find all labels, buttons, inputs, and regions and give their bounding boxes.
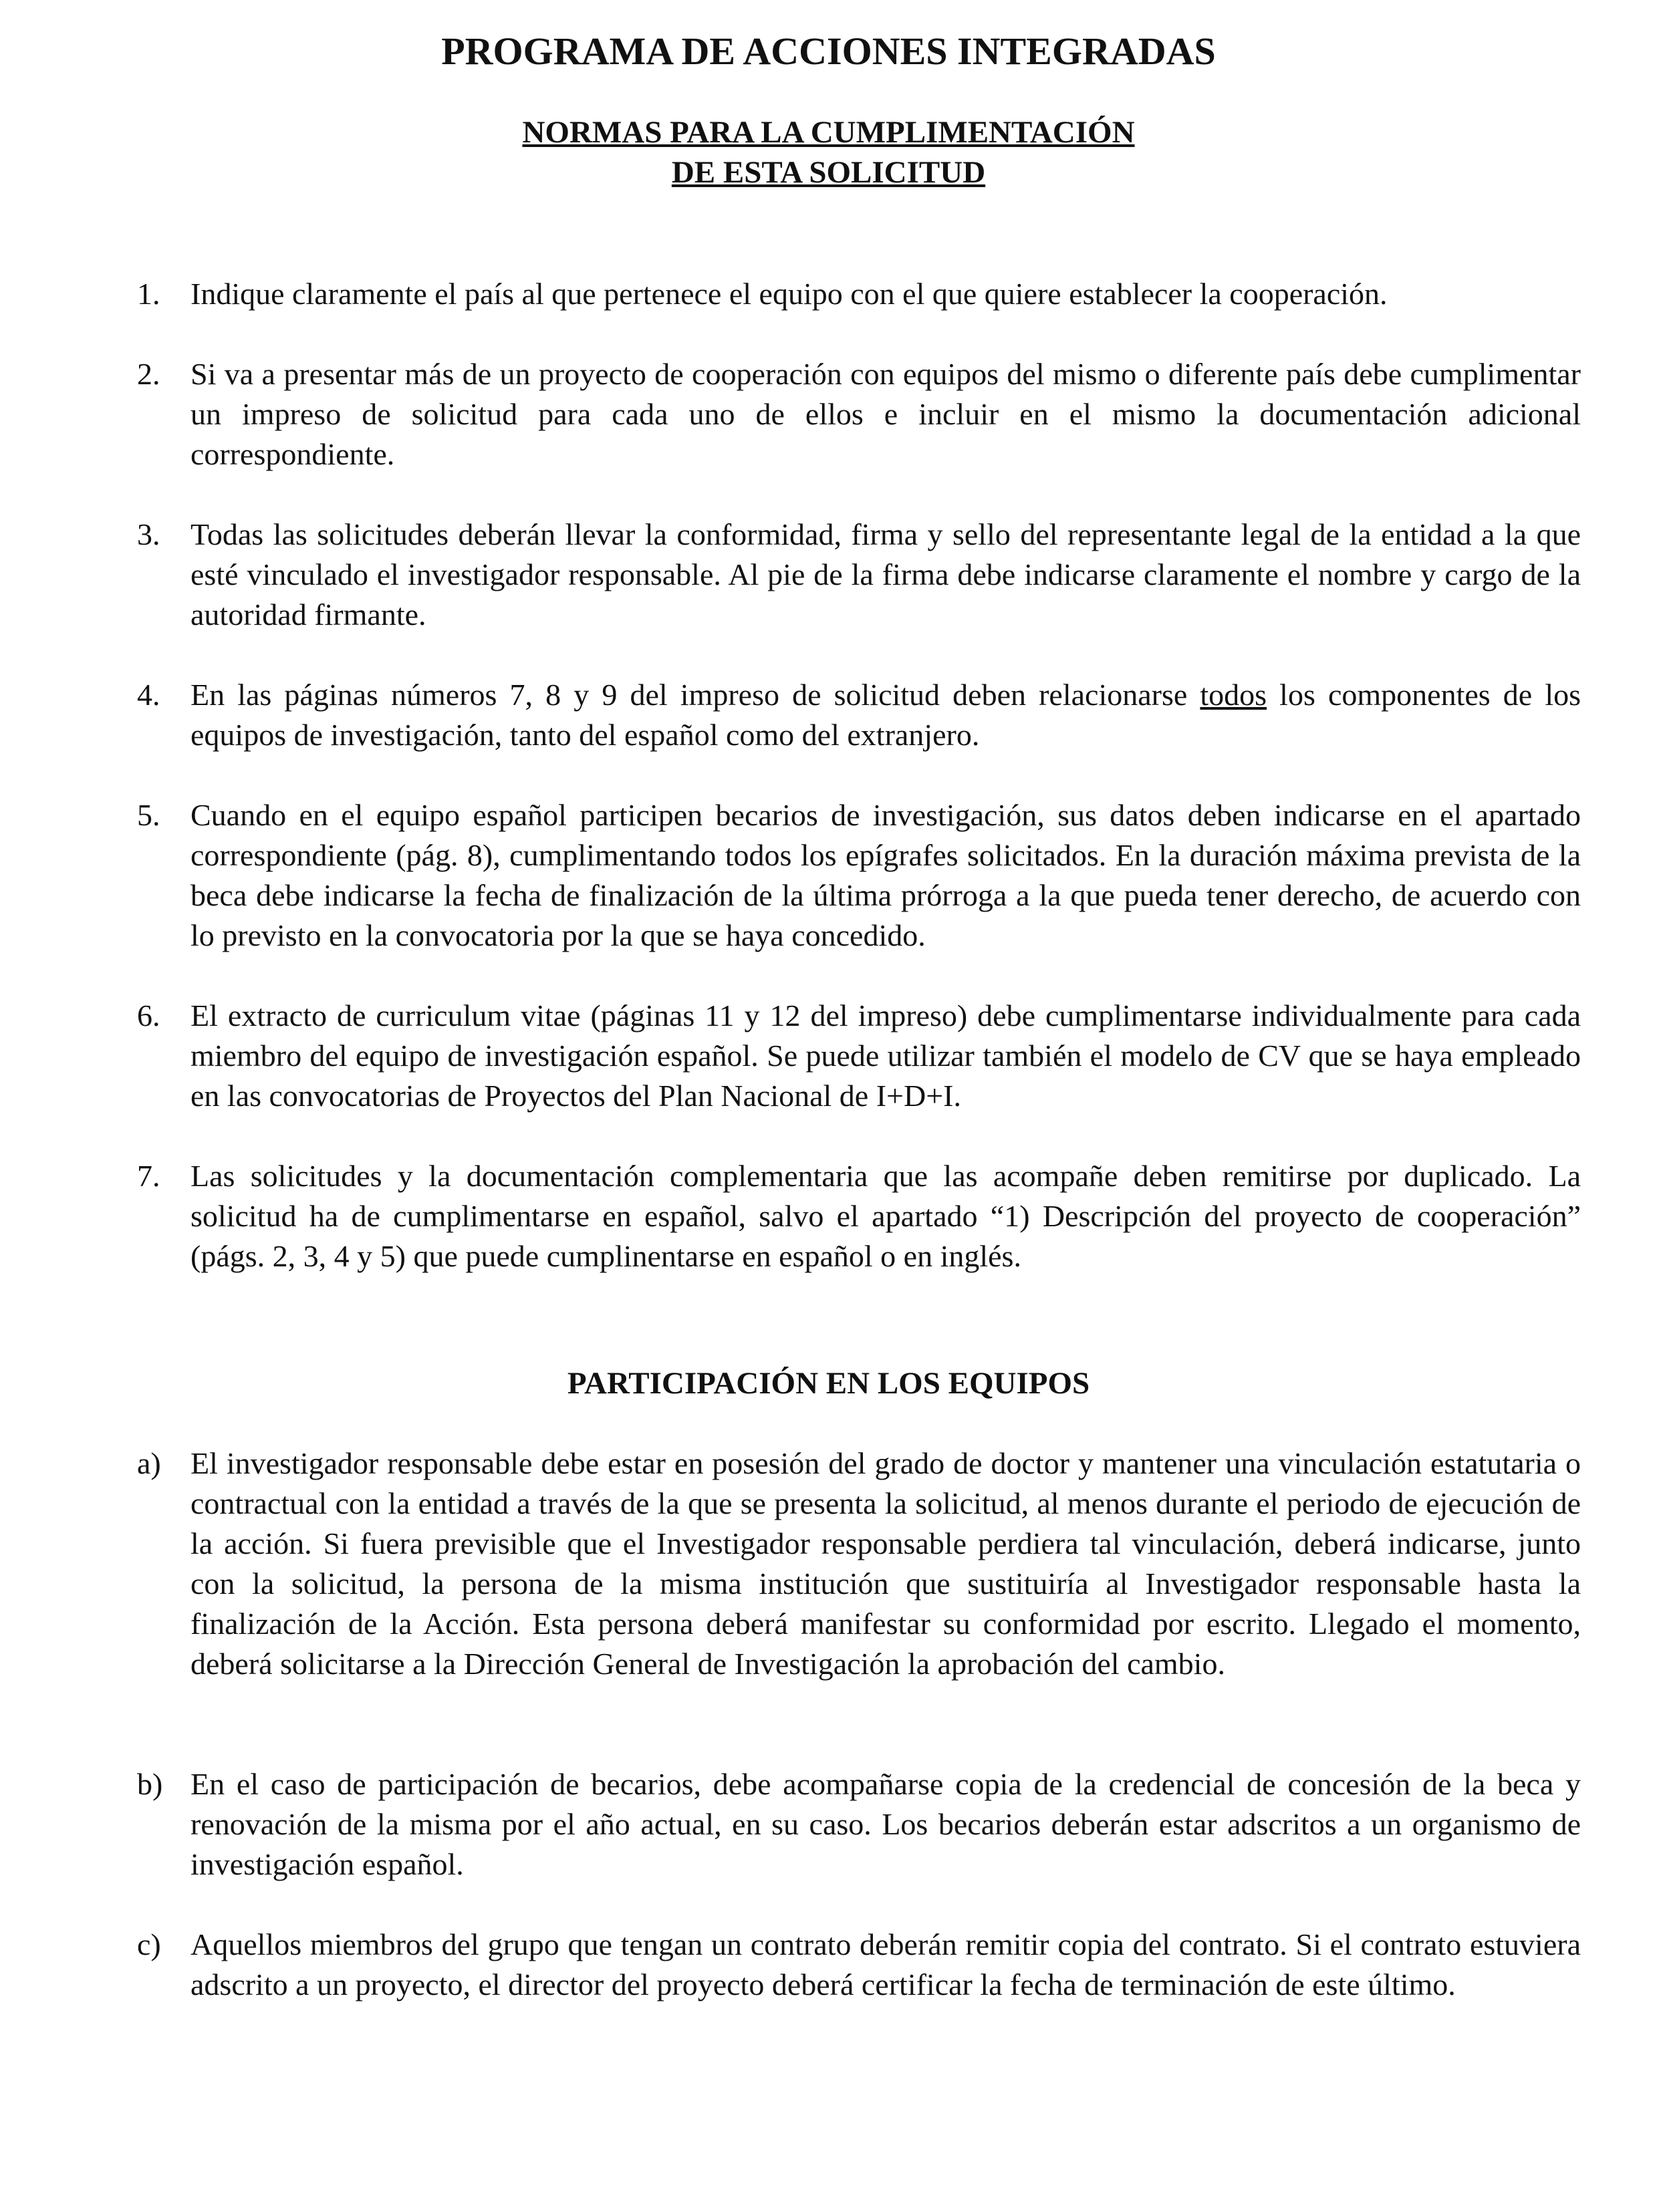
subtitle-line-1: NORMAS PARA LA CUMPLIMENTACIÓN	[522, 115, 1135, 150]
item-number: 4.	[137, 678, 160, 712]
item-letter: a)	[137, 1446, 161, 1480]
item-text: Cuando en el equipo español participen becarios de investigación, sus datos deben indicarse en el apartado correspondiente (pág. 8), cumplimentando todos los epígrafes solicitados. En la duración máxima prevista de la beca debe indicarse la fecha de finalización de la última prórroga a la que pueda tener derecho, de acuerdo con lo previsto en la convocatoria por la que se haya concedido.	[190, 798, 1581, 952]
item-text-part: En las páginas números 7, 8 y 9 del impreso de solicitud deben relacionarse	[190, 678, 1200, 712]
item-number: 3.	[137, 517, 160, 551]
item-number: 2.	[137, 357, 160, 391]
subtitle-line-2: DE ESTA SOLICITUD	[671, 155, 986, 190]
item-number: 5.	[137, 798, 160, 832]
section-title: PARTICIPACIÓN EN LOS EQUIPOS	[567, 1366, 1090, 1401]
item-number: 6.	[137, 998, 160, 1032]
item-text: En el caso de participación de becarios, debe acompañarse copia de la credencial de concesión de la beca y renovación de la misma por el año actual, en su caso. Los becarios deberán estar adscritos a un organismo de investigación español.	[190, 1767, 1581, 1881]
item-text: Indique claramente el país al que pertenece el equipo con el que quiere establecer la cooperación.	[190, 277, 1388, 311]
underlined-word: todos	[1200, 678, 1267, 712]
item-letter: c)	[137, 1927, 161, 1961]
item-text: Si va a presentar más de un proyecto de cooperación con equipos del mismo o diferente país debe cumplimentar un impreso de solicitud para cada uno de ellos e incluir en el mismo la documentación adicional correspondiente.	[190, 357, 1581, 471]
page-subtitle	[0, 112, 1657, 192]
item-text: Aquellos miembros del grupo que tengan un contrato deberán remitir copia del contrato. Si el contrato estuviera adscrito a un proyecto, el director del proyecto deberá certificar la fecha de terminación de este último.	[190, 1927, 1581, 2001]
page-title: PROGRAMA DE ACCIONES INTEGRADAS	[441, 29, 1216, 73]
item-text: Todas las solicitudes deberán llevar la conformidad, firma y sello del representante legal de la entidad a la que esté vinculado el investigador responsable. Al pie de la firma debe indicarse claramente el nombre y cargo de la autoridad firmante.	[190, 517, 1581, 632]
item-text	[190, 675, 1581, 755]
item-text: El extracto de curriculum vitae (páginas 11 y 12 del impreso) debe cumplimentarse individualmente para cada miembro del equipo de investigación español. Se puede utilizar también el modelo de CV que se haya empleado en las convocatorias de Proyectos del Plan Nacional de I+D+I.	[190, 998, 1581, 1113]
item-letter: b)	[137, 1767, 163, 1801]
item-text-part: los componentes de los equipos de investigación, tanto del español como del extranjero.	[190, 678, 1581, 752]
item-number: 1.	[137, 277, 160, 311]
item-text: El investigador responsable debe estar en posesión del grado de doctor y mantener una vinculación estatutaria o contractual con la entidad a través de la que se presenta la solicitud, al menos durante el periodo de ejecución de la acción. Si fuera previsible que el Investigador responsable perdiera tal vinculación, deberá indicarse, junto con la solicitud, la persona de la misma institución que sustituiría al Investigador responsable hasta la finalización de la Acción. Esta persona deberá manifestar su conformidad por escrito. Llegado el momento, deberá solicitarse a la Dirección General de Investigación la aprobación del cambio.	[190, 1446, 1581, 1681]
item-number: 7.	[137, 1159, 160, 1193]
item-text: Las solicitudes y la documentación complementaria que las acompañe deben remitirse por duplicado. La solicitud ha de cumplimentarse en español, salvo el apartado “1) Descripción del proyecto de cooperación” (págs. 2, 3, 4 y 5) que puede cumplinentarse en español o en inglés.	[190, 1159, 1581, 1273]
